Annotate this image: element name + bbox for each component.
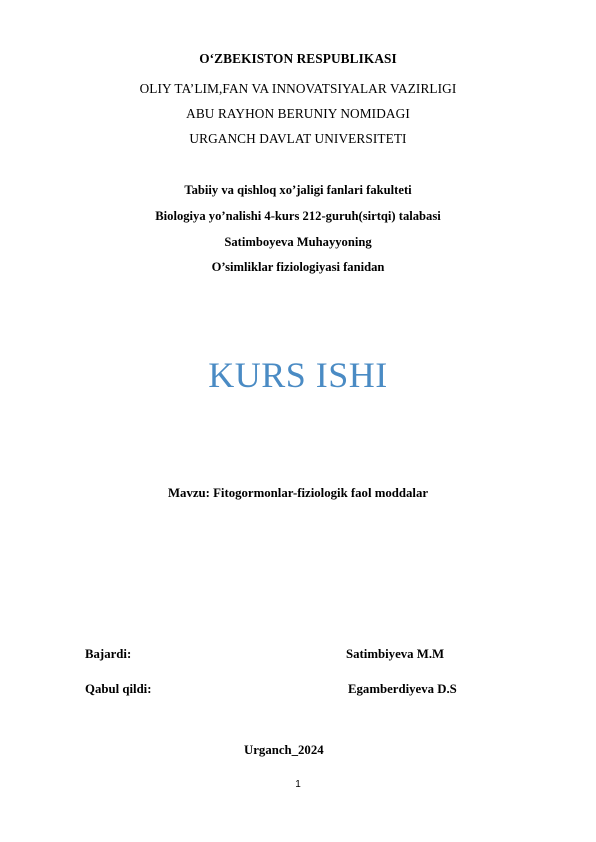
faculty-name: Tabiiy va qishloq xo’jaligi fanlari fakulteti: [184, 183, 412, 197]
done-by-name: Satimbiyeva M.M: [346, 647, 445, 661]
student-direction: Biologiya yo’nalishi 4-kurs 212-guruh(sirtqi) talabasi: [155, 209, 441, 223]
done-by-label: Bajardi:: [85, 647, 132, 661]
ministry-country: O‘ZBEKISTON RESPUBLIKASI: [199, 51, 397, 66]
accepted-by-name: Egamberdiyeva D.S: [348, 682, 457, 696]
city-year: Urganch_2024: [244, 743, 324, 757]
document-title: KURS ISHI: [208, 355, 388, 395]
university-prefix: ABU RAYHON BERUNIY NOMIDAGI: [186, 106, 410, 121]
ministry-name: OLIY TA’LIM,FAN VA INNOVATSIYALAR VAZIRLIGI: [139, 81, 457, 96]
page-number: 1: [295, 779, 301, 790]
subject-name: O’simliklar fiziologiyasi fanidan: [211, 260, 385, 274]
accepted-by-label: Qabul qildi:: [85, 682, 152, 696]
student-name: Satimboyeva Muhayyoning: [224, 235, 372, 249]
topic: Mavzu: Fitogormonlar-fiziologik faol moddalar: [167, 486, 429, 500]
university-name: URGANCH DAVLAT UNIVERSITETI: [189, 131, 407, 146]
